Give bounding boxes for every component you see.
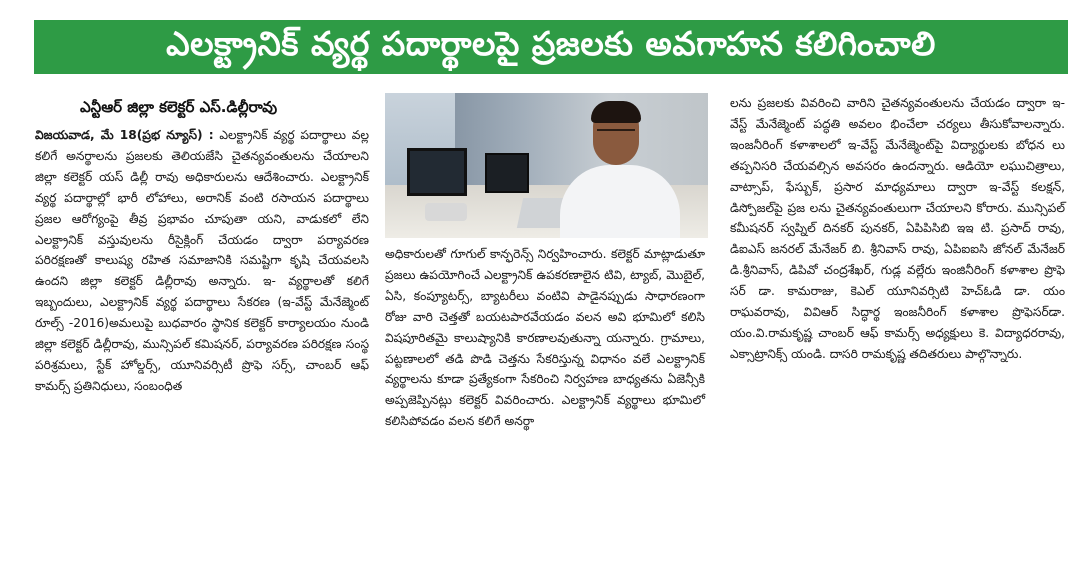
headline: ఎలక్ట్రానిక్ వ్యర్థ పదార్థాలపై ప్రజలకు అవగాహన కలిగించాలి	[166, 23, 936, 63]
article-column-middle	[385, 244, 705, 432]
article-column-right	[730, 93, 1065, 365]
article-text: అధికారులతో గూగుల్ కాన్ఫరెన్స్ నిర్వహించారు. కలెక్టర్ మాట్లాడుతూ ప్రజలు ఉపయోగించే ఎలక్ట్రానిక్ ఉపకరణాలైన టివి, ట్యాబ్, మొబైల్, ఏసి, కంప్యూటర్స్, బ్యాటరీలు వంటివి పాడైనప్పుడు సాధారణంగా రోజు వారి చెత్తతో బయటపారవేయడం వలన అవి భూమిలో కలిసి విషపూరితమై కాలుష్యానికి కారణాలవుతున్నా యన్నారు. గ్రామాలు, పట్టణాలలో తడి పొడి చెత్తను సేకరిస్తున్న విధానం వలే ఎలక్ట్రానిక్ వ్యర్థాలను కూడా ప్రత్యేకంగా సేకరించి నిర్వహణ బాధ్యతను ఏజెన్సీకి అప్పజెప్పినట్లు కలెక్టర్ వివరించారు. ఎలక్ట్రానిక్ వ్యర్థాలు భూమిలో కలిసిపోవడం వలన కలిగే అనర్థా	[385, 247, 705, 429]
article-text: ఎలక్ట్రానిక్ వ్యర్థ పదార్థాలు వల్ల కలిగే అనర్థాలను ప్రజలకు తెలియజేసి చైతన్యవంతులను చేయాలని జిల్లా కలెక్టర్ యస్ డిల్లీ రావు అధికారులను ఆదేశించారు. ఎలక్ట్రానిక్ వ్యర్థ పదార్థాల్లో భారీ లోహాలు, అరానిక్ వంటి రసాయన పదార్థాలు ప్రజల ఆరోగ్యంపై తీవ్ర ప్రభావం చూపుతా యని, వాడుకలో లేని ఎలక్ట్రానిక్ వస్తువులను రీసైక్లింగ్ చేయడం ద్వారా పర్యావరణ పరిరక్షణతో కాలుష్య రహిత సమాజానికి సమష్టిగా కృషి చేయవలసి ఉందని జిల్లా కలెక్టర్ డిల్లీరావు అన్నారు. ఇ- వ్యర్థాలతో కలిగే ఇబ్బందులు, ఎలక్ట్రానిక్ వ్యర్థ పదార్థాలు సేకరణ (ఇ-వేస్ట్ మేనేజ్మెంట్ రూల్స్ -2016)అమలుపై బుధవారం స్థానిక కలెక్టర్ కార్యాలయం నుండి జిల్లా కలెక్టర్ డిల్లీరావు, మున్సిపల్ కమిషనర్, పర్యావరణ పరిరక్షణ సంస్థ పరిశ్రమలు, స్టేక్ హోల్డర్స్, యూనివర్సిటీ ప్రొఫె సర్స్, చాంబర్ ఆఫ్ కామర్స్ ప్రతినిధులు, సంబంధిత	[35, 128, 370, 393]
headline-banner	[34, 20, 1068, 74]
news-photo	[385, 93, 708, 238]
article-paragraph	[35, 125, 369, 397]
subheadline: ఎన్టీఆర్ జిల్లా కలెక్టర్ ఎస్.డిల్లీరావు	[80, 98, 278, 116]
dateline: విజయవాడ, మే 18(ప్రభ న్యూస్) :	[35, 128, 214, 142]
article-text: లను ప్రజలకు వివరించి వారిని చైతన్యవంతులను చేయడం ద్వారా ఇ- వేస్ట్ మేనేజ్మెంట్ పద్ధతి అవలం భించేలా చర్యలు తీసుకోవాలన్నారు. ఇంజనీరింగ్ కళాశాలలో ఇ-వేస్ట్ మేనేజ్మెంట్‌పై విద్యార్థులకు బోధన లు తప్పనిసరి చేయవల్సిన అవసరం ఉందన్నారు. ఆడియో లఘుచిత్రాలు, వాట్సాప్, ఫేస్బుక్, ప్రసార మాధ్యమాలు ద్వారా ఇ-వేస్ట్ కలక్షన్, డిస్పోజల్‌పై ప్రజ లను చైతన్యవంతులుగా చేయాలని కోరారు. మున్సిపల్ కమీషనర్ స్వప్నిల్ దినకర్ పునకర్, ఏపిపిసిబి ఇఇ టి. ప్రసాద్ రావు, డిఐఎస్ జనరల్ మేనేజర్ బి. శ్రీనివాస్ రావు, ఏపిఐఐసి జోనల్ మేనేజర్ డి.శ్రీనివాస్, డిపివో చంద్రశేఖర్, గుడ్ల వల్లేరు ఇంజినీరింగ్ కళాశాల ప్రొఫె సర్ డా. కామరాజు, కెఎల్ యూనివర్సిటి హెచ్ఓడి డా. యం రాఘవరావు, వివిఆర్ సిద్ధార్థ ఇంజనీరింగ్ కళాశాల ప్రొఫెసర్‌డా. యం.వి.రామకృష్ణ చాంబర్ ఆఫ్ కామర్స్ అధ్యక్షులు కె. విద్యాధరరావు, ఎక్సాట్రానిక్స్ యండి. దాసరి రామకృష్ణ తదితరులు పాల్గొన్నారు.	[730, 96, 1065, 361]
article-column-left	[35, 125, 369, 397]
